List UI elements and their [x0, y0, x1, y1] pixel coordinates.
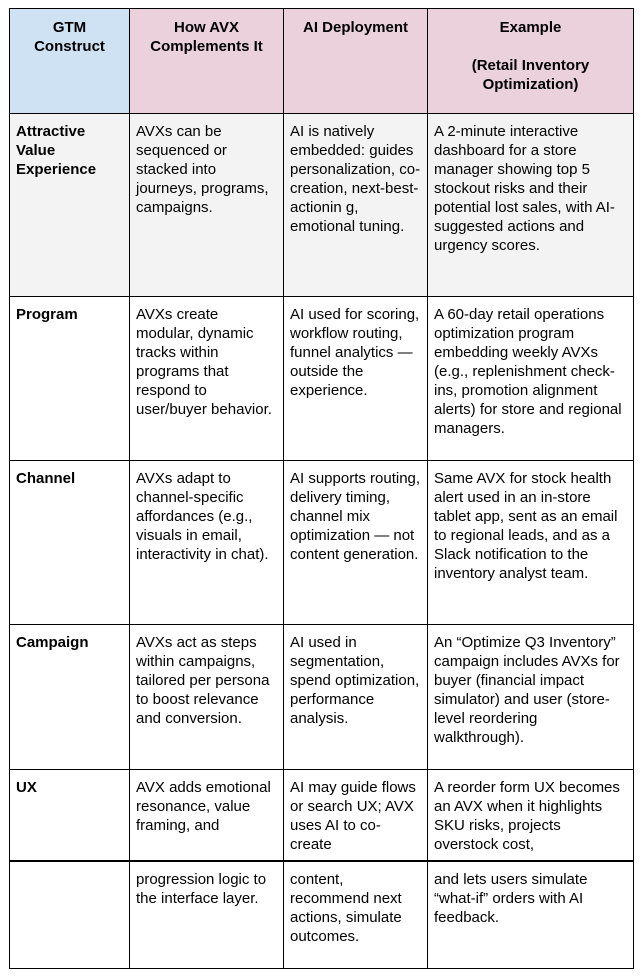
row-construct: Channel — [10, 461, 130, 625]
row-example: and lets users simulate “what-if” orders with AI feedback. — [428, 862, 634, 969]
row-ai: AI used for scoring, workflow routing, funnel analytics — outside the experience. — [284, 297, 428, 461]
gtm-table — [9, 8, 634, 861]
row-example: A reorder form UX becomes an AVX when it highlights SKU risks, projects overstock cost, — [428, 770, 634, 861]
row-avx: AVXs can be sequenced or stacked into journeys, programs, campaigns. — [130, 114, 284, 297]
row-example: An “Optimize Q3 Inventory” campaign includes AVXs for buyer (financial impact simulator) and user (store-level reordering walkthrough). — [428, 625, 634, 770]
row-example: Same AVX for stock health alert used in an in-store tablet app, sent as an email to regional leads, and as a Slack notification to the inventory analyst team. — [428, 461, 634, 625]
row-construct — [10, 862, 130, 969]
row-ai: AI is natively embedded: guides personalization, co-creation, next-best-actionin g, emotional tuning. — [284, 114, 428, 297]
table-row — [10, 297, 634, 461]
header-example: Example (Retail Inventory Optimization) — [428, 9, 634, 114]
row-ai: AI may guide flows or search UX; AVX uses AI to co-create — [284, 770, 428, 861]
table-row — [10, 114, 634, 297]
row-avx: AVX adds emotional resonance, value framing, and — [130, 770, 284, 861]
row-ai: content, recommend next actions, simulate outcomes. — [284, 862, 428, 969]
header-gtm-construct: GTM Construct — [10, 9, 130, 114]
row-construct: Program — [10, 297, 130, 461]
gtm-table-continuation — [9, 861, 634, 969]
table-row — [10, 862, 634, 969]
row-construct: Campaign — [10, 625, 130, 770]
row-ai: AI supports routing, delivery timing, channel mix optimization — not content generation. — [284, 461, 428, 625]
row-avx: AVXs adapt to channel-specific affordances (e.g., visuals in email, interactivity in chat). — [130, 461, 284, 625]
row-avx: AVXs create modular, dynamic tracks within programs that respond to user/buyer behavior. — [130, 297, 284, 461]
row-avx: progression logic to the interface layer. — [130, 862, 284, 969]
row-construct: UX — [10, 770, 130, 861]
table-row — [10, 770, 634, 861]
header-how-avx: How AVX Complements It — [130, 9, 284, 114]
row-example: A 2-minute interactive dashboard for a store manager showing top 5 stockout risks and their potential lost sales, with AI-suggested actions and urgency scores. — [428, 114, 634, 297]
table-row — [10, 461, 634, 625]
row-avx: AVXs act as steps within campaigns, tailored per persona to boost relevance and conversion. — [130, 625, 284, 770]
header-row — [10, 9, 634, 114]
row-construct: Attractive Value Experience — [10, 114, 130, 297]
row-ai: AI used in segmentation, spend optimization, performance analysis. — [284, 625, 428, 770]
table-row — [10, 625, 634, 770]
header-ai-deployment: AI Deployment — [284, 9, 428, 114]
row-example: A 60-day retail operations optimization program embedding weekly AVXs (e.g., replenishment check-ins, promotion alignment alerts) for store and regional managers. — [428, 297, 634, 461]
